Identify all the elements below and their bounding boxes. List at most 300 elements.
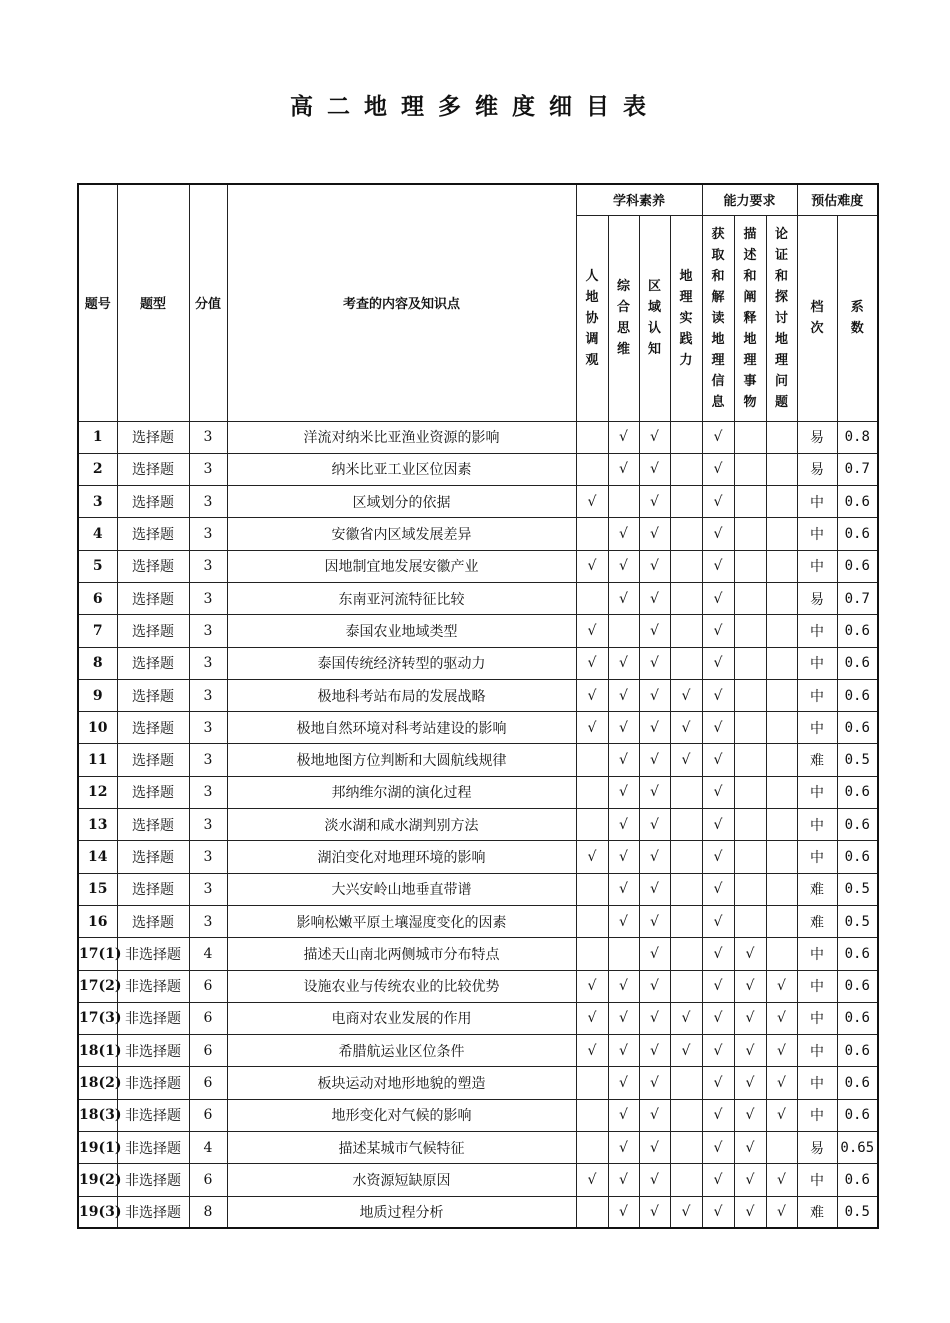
check-mark-icon: √ (702, 776, 734, 808)
question-type: 选择题 (117, 647, 189, 679)
question-content: 地形变化对气候的影响 (227, 1099, 576, 1131)
spec-table (77, 183, 879, 1229)
check-mark-icon: √ (702, 809, 734, 841)
empty-cell (734, 679, 766, 711)
header-literacy-0: 人 地 协 调 观 (576, 215, 608, 421)
question-score: 3 (189, 453, 227, 485)
check-mark-icon: √ (576, 1035, 608, 1067)
empty-cell (670, 905, 702, 937)
check-mark-icon: √ (734, 938, 766, 970)
check-mark-icon: √ (608, 1132, 639, 1164)
difficulty-coefficient: 0.6 (837, 1002, 878, 1034)
check-mark-icon: √ (639, 550, 670, 582)
question-number: 17(1) (78, 938, 117, 970)
table-row (78, 1099, 878, 1131)
table-row (78, 809, 878, 841)
question-content: 水资源短缺原因 (227, 1164, 576, 1196)
table-row (78, 712, 878, 744)
question-number: 6 (78, 582, 117, 614)
empty-cell (766, 809, 797, 841)
difficulty-level: 中 (797, 938, 837, 970)
check-mark-icon: √ (608, 841, 639, 873)
empty-cell (766, 938, 797, 970)
empty-cell (734, 615, 766, 647)
check-mark-icon: √ (702, 1164, 734, 1196)
question-content: 描述天山南北两侧城市分布特点 (227, 938, 576, 970)
difficulty-coefficient: 0.8 (837, 421, 878, 453)
question-score: 6 (189, 1067, 227, 1099)
empty-cell (670, 550, 702, 582)
question-score: 6 (189, 1099, 227, 1131)
check-mark-icon: √ (639, 970, 670, 1002)
check-mark-icon: √ (734, 1132, 766, 1164)
check-mark-icon: √ (608, 809, 639, 841)
empty-cell (766, 421, 797, 453)
check-mark-icon: √ (608, 712, 639, 744)
difficulty-level: 中 (797, 486, 837, 518)
empty-cell (734, 873, 766, 905)
question-score: 4 (189, 1132, 227, 1164)
check-mark-icon: √ (639, 1164, 670, 1196)
empty-cell (670, 518, 702, 550)
difficulty-coefficient: 0.6 (837, 1035, 878, 1067)
question-content: 极地自然环境对科考站建设的影响 (227, 712, 576, 744)
question-content: 板块运动对地形地貌的塑造 (227, 1067, 576, 1099)
question-content: 泰国农业地域类型 (227, 615, 576, 647)
empty-cell (670, 582, 702, 614)
empty-cell (576, 1132, 608, 1164)
empty-cell (670, 615, 702, 647)
header-ability-0: 获 取 和 解 读 地 理 信 息 (702, 215, 734, 421)
header-score: 分值 (189, 184, 227, 421)
difficulty-level: 中 (797, 1002, 837, 1034)
question-number: 12 (78, 776, 117, 808)
question-number: 9 (78, 679, 117, 711)
empty-cell (734, 486, 766, 518)
question-score: 8 (189, 1196, 227, 1228)
difficulty-level: 中 (797, 712, 837, 744)
table-row (78, 453, 878, 485)
empty-cell (766, 841, 797, 873)
empty-cell (576, 744, 608, 776)
question-number: 18(1) (78, 1035, 117, 1067)
check-mark-icon: √ (639, 1132, 670, 1164)
difficulty-coefficient: 0.6 (837, 1067, 878, 1099)
empty-cell (766, 550, 797, 582)
check-mark-icon: √ (639, 938, 670, 970)
check-mark-icon: √ (576, 712, 608, 744)
check-mark-icon: √ (766, 1196, 797, 1228)
question-number: 3 (78, 486, 117, 518)
question-score: 3 (189, 679, 227, 711)
question-number: 10 (78, 712, 117, 744)
check-mark-icon: √ (576, 1164, 608, 1196)
check-mark-icon: √ (734, 1196, 766, 1228)
header-ability-1: 描 述 和 阐 释 地 理 事 物 (734, 215, 766, 421)
question-type: 选择题 (117, 712, 189, 744)
empty-cell (670, 647, 702, 679)
empty-cell (766, 905, 797, 937)
table-body (78, 421, 878, 1228)
empty-cell (734, 905, 766, 937)
check-mark-icon: √ (702, 453, 734, 485)
check-mark-icon: √ (639, 712, 670, 744)
check-mark-icon: √ (639, 582, 670, 614)
table-row (78, 1132, 878, 1164)
difficulty-level: 中 (797, 841, 837, 873)
question-type: 非选择题 (117, 1132, 189, 1164)
question-number: 19(1) (78, 1132, 117, 1164)
check-mark-icon: √ (608, 647, 639, 679)
question-type: 选择题 (117, 518, 189, 550)
question-content: 极地地图方位判断和大圆航线规律 (227, 744, 576, 776)
check-mark-icon: √ (766, 1164, 797, 1196)
difficulty-coefficient: 0.6 (837, 938, 878, 970)
question-content: 纳米比亚工业区位因素 (227, 453, 576, 485)
question-score: 3 (189, 615, 227, 647)
header-group-ability: 能力要求 (702, 184, 797, 215)
question-score: 3 (189, 712, 227, 744)
check-mark-icon: √ (734, 1099, 766, 1131)
question-content: 描述某城市气候特征 (227, 1132, 576, 1164)
question-type: 选择题 (117, 421, 189, 453)
empty-cell (766, 582, 797, 614)
check-mark-icon: √ (702, 873, 734, 905)
check-mark-icon: √ (576, 1002, 608, 1034)
empty-cell (734, 421, 766, 453)
empty-cell (576, 1099, 608, 1131)
check-mark-icon: √ (639, 809, 670, 841)
check-mark-icon: √ (670, 744, 702, 776)
question-score: 3 (189, 421, 227, 453)
difficulty-coefficient: 0.5 (837, 1196, 878, 1228)
check-mark-icon: √ (639, 841, 670, 873)
empty-cell (734, 647, 766, 679)
question-content: 设施农业与传统农业的比较优势 (227, 970, 576, 1002)
table-row (78, 518, 878, 550)
header-num: 题号 (78, 184, 117, 421)
difficulty-coefficient: 0.6 (837, 679, 878, 711)
check-mark-icon: √ (608, 1196, 639, 1228)
check-mark-icon: √ (734, 1035, 766, 1067)
question-type: 选择题 (117, 841, 189, 873)
question-number: 15 (78, 873, 117, 905)
question-content: 湖泊变化对地理环境的影响 (227, 841, 576, 873)
table-row (78, 582, 878, 614)
question-number: 16 (78, 905, 117, 937)
check-mark-icon: √ (608, 421, 639, 453)
check-mark-icon: √ (670, 679, 702, 711)
check-mark-icon: √ (766, 1067, 797, 1099)
table-row (78, 679, 878, 711)
check-mark-icon: √ (702, 1132, 734, 1164)
check-mark-icon: √ (702, 1035, 734, 1067)
check-mark-icon: √ (702, 938, 734, 970)
table-row (78, 1035, 878, 1067)
check-mark-icon: √ (702, 841, 734, 873)
check-mark-icon: √ (608, 582, 639, 614)
question-content: 影响松嫩平原土壤湿度变化的因素 (227, 905, 576, 937)
question-number: 17(3) (78, 1002, 117, 1034)
empty-cell (766, 712, 797, 744)
question-score: 3 (189, 647, 227, 679)
check-mark-icon: √ (702, 1067, 734, 1099)
difficulty-coefficient: 0.6 (837, 712, 878, 744)
check-mark-icon: √ (639, 1067, 670, 1099)
check-mark-icon: √ (734, 970, 766, 1002)
difficulty-level: 中 (797, 615, 837, 647)
empty-cell (766, 647, 797, 679)
empty-cell (670, 776, 702, 808)
empty-cell (670, 809, 702, 841)
check-mark-icon: √ (702, 1002, 734, 1034)
header-literacy-1: 综 合 思 维 (608, 215, 639, 421)
empty-cell (734, 550, 766, 582)
question-number: 18(3) (78, 1099, 117, 1131)
question-type: 选择题 (117, 486, 189, 518)
check-mark-icon: √ (670, 1196, 702, 1228)
difficulty-coefficient: 0.6 (837, 809, 878, 841)
table-row (78, 938, 878, 970)
difficulty-coefficient: 0.6 (837, 615, 878, 647)
difficulty-coefficient: 0.7 (837, 453, 878, 485)
question-content: 邦纳维尔湖的演化过程 (227, 776, 576, 808)
table-row (78, 647, 878, 679)
empty-cell (670, 486, 702, 518)
check-mark-icon: √ (576, 486, 608, 518)
check-mark-icon: √ (639, 518, 670, 550)
question-content: 区域划分的依据 (227, 486, 576, 518)
check-mark-icon: √ (639, 1196, 670, 1228)
empty-cell (766, 453, 797, 485)
question-score: 3 (189, 518, 227, 550)
table-row (78, 615, 878, 647)
check-mark-icon: √ (766, 1035, 797, 1067)
question-type: 非选择题 (117, 1067, 189, 1099)
empty-cell (576, 809, 608, 841)
check-mark-icon: √ (639, 905, 670, 937)
question-content: 因地制宜地发展安徽产业 (227, 550, 576, 582)
difficulty-coefficient: 0.65 (837, 1132, 878, 1164)
difficulty-level: 中 (797, 1035, 837, 1067)
empty-cell (576, 518, 608, 550)
table-row (78, 1196, 878, 1228)
check-mark-icon: √ (576, 647, 608, 679)
check-mark-icon: √ (608, 744, 639, 776)
question-type: 选择题 (117, 453, 189, 485)
question-score: 3 (189, 809, 227, 841)
check-mark-icon: √ (576, 615, 608, 647)
question-type: 选择题 (117, 744, 189, 776)
check-mark-icon: √ (608, 1002, 639, 1034)
empty-cell (734, 809, 766, 841)
difficulty-level: 难 (797, 1196, 837, 1228)
empty-cell (766, 744, 797, 776)
question-number: 1 (78, 421, 117, 453)
table-row (78, 1002, 878, 1034)
check-mark-icon: √ (766, 970, 797, 1002)
difficulty-level: 易 (797, 421, 837, 453)
difficulty-coefficient: 0.6 (837, 1164, 878, 1196)
check-mark-icon: √ (766, 1002, 797, 1034)
check-mark-icon: √ (639, 615, 670, 647)
difficulty-level: 易 (797, 582, 837, 614)
check-mark-icon: √ (702, 744, 734, 776)
question-type: 非选择题 (117, 1164, 189, 1196)
question-content: 极地科考站布局的发展战略 (227, 679, 576, 711)
question-type: 非选择题 (117, 938, 189, 970)
empty-cell (734, 582, 766, 614)
question-content: 安徽省内区域发展差异 (227, 518, 576, 550)
check-mark-icon: √ (670, 1002, 702, 1034)
question-number: 13 (78, 809, 117, 841)
table-row (78, 873, 878, 905)
check-mark-icon: √ (702, 1099, 734, 1131)
question-type: 选择题 (117, 550, 189, 582)
check-mark-icon: √ (639, 873, 670, 905)
question-number: 2 (78, 453, 117, 485)
difficulty-coefficient: 0.6 (837, 518, 878, 550)
check-mark-icon: √ (608, 453, 639, 485)
difficulty-coefficient: 0.6 (837, 1099, 878, 1131)
question-number: 11 (78, 744, 117, 776)
difficulty-level: 难 (797, 873, 837, 905)
table-row (78, 744, 878, 776)
question-score: 6 (189, 1164, 227, 1196)
empty-cell (576, 776, 608, 808)
empty-cell (766, 776, 797, 808)
question-content: 地质过程分析 (227, 1196, 576, 1228)
question-score: 3 (189, 776, 227, 808)
difficulty-level: 中 (797, 679, 837, 711)
difficulty-coefficient: 0.6 (837, 970, 878, 1002)
table-row (78, 1067, 878, 1099)
empty-cell (576, 1196, 608, 1228)
check-mark-icon: √ (639, 776, 670, 808)
question-number: 14 (78, 841, 117, 873)
check-mark-icon: √ (608, 1067, 639, 1099)
table-row (78, 486, 878, 518)
header-difficulty-1: 系 数 (837, 215, 878, 421)
header-group-literacy: 学科素养 (576, 184, 702, 215)
question-content: 淡水湖和咸水湖判别方法 (227, 809, 576, 841)
check-mark-icon: √ (670, 712, 702, 744)
empty-cell (576, 582, 608, 614)
check-mark-icon: √ (734, 1164, 766, 1196)
question-content: 东南亚河流特征比较 (227, 582, 576, 614)
difficulty-level: 中 (797, 1099, 837, 1131)
check-mark-icon: √ (608, 679, 639, 711)
question-type: 非选择题 (117, 1099, 189, 1131)
question-number: 17(2) (78, 970, 117, 1002)
empty-cell (766, 1132, 797, 1164)
check-mark-icon: √ (702, 647, 734, 679)
empty-cell (608, 486, 639, 518)
question-number: 18(2) (78, 1067, 117, 1099)
header-difficulty-0: 档 次 (797, 215, 837, 421)
question-score: 3 (189, 905, 227, 937)
check-mark-icon: √ (608, 776, 639, 808)
check-mark-icon: √ (639, 1099, 670, 1131)
check-mark-icon: √ (702, 905, 734, 937)
question-number: 4 (78, 518, 117, 550)
empty-cell (576, 938, 608, 970)
question-type: 选择题 (117, 776, 189, 808)
empty-cell (734, 776, 766, 808)
empty-cell (734, 453, 766, 485)
difficulty-coefficient: 0.7 (837, 582, 878, 614)
question-score: 3 (189, 550, 227, 582)
check-mark-icon: √ (639, 421, 670, 453)
question-type: 非选择题 (117, 1035, 189, 1067)
question-type: 选择题 (117, 679, 189, 711)
empty-cell (670, 938, 702, 970)
table-row (78, 1164, 878, 1196)
check-mark-icon: √ (702, 518, 734, 550)
question-number: 5 (78, 550, 117, 582)
difficulty-level: 中 (797, 647, 837, 679)
empty-cell (670, 1164, 702, 1196)
table-row (78, 841, 878, 873)
check-mark-icon: √ (702, 1196, 734, 1228)
empty-cell (734, 841, 766, 873)
difficulty-level: 中 (797, 550, 837, 582)
question-number: 7 (78, 615, 117, 647)
empty-cell (670, 1132, 702, 1164)
empty-cell (576, 905, 608, 937)
empty-cell (608, 615, 639, 647)
empty-cell (734, 744, 766, 776)
check-mark-icon: √ (702, 679, 734, 711)
table-row (78, 905, 878, 937)
check-mark-icon: √ (702, 582, 734, 614)
question-type: 选择题 (117, 615, 189, 647)
question-score: 4 (189, 938, 227, 970)
check-mark-icon: √ (702, 550, 734, 582)
difficulty-coefficient: 0.6 (837, 550, 878, 582)
empty-cell (670, 970, 702, 1002)
table-row (78, 970, 878, 1002)
difficulty-coefficient: 0.6 (837, 841, 878, 873)
table-row (78, 550, 878, 582)
check-mark-icon: √ (702, 421, 734, 453)
difficulty-coefficient: 0.5 (837, 873, 878, 905)
empty-cell (766, 518, 797, 550)
difficulty-coefficient: 0.6 (837, 776, 878, 808)
difficulty-level: 易 (797, 453, 837, 485)
check-mark-icon: √ (734, 1002, 766, 1034)
empty-cell (670, 1067, 702, 1099)
question-type: 选择题 (117, 873, 189, 905)
question-type: 选择题 (117, 809, 189, 841)
question-score: 3 (189, 841, 227, 873)
question-score: 6 (189, 1035, 227, 1067)
header-group-difficulty: 预估难度 (797, 184, 878, 215)
check-mark-icon: √ (639, 1035, 670, 1067)
check-mark-icon: √ (608, 905, 639, 937)
question-score: 3 (189, 744, 227, 776)
difficulty-coefficient: 0.5 (837, 905, 878, 937)
question-content: 洋流对纳米比亚渔业资源的影响 (227, 421, 576, 453)
empty-cell (608, 938, 639, 970)
empty-cell (670, 421, 702, 453)
question-content: 希腊航运业区位条件 (227, 1035, 576, 1067)
difficulty-level: 中 (797, 776, 837, 808)
page-title: 高二地理多维度细目表 (290, 94, 660, 120)
header-literacy-2: 区 域 认 知 (639, 215, 670, 421)
empty-cell (670, 1099, 702, 1131)
header-ability-2: 论 证 和 探 讨 地 理 问 题 (766, 215, 797, 421)
